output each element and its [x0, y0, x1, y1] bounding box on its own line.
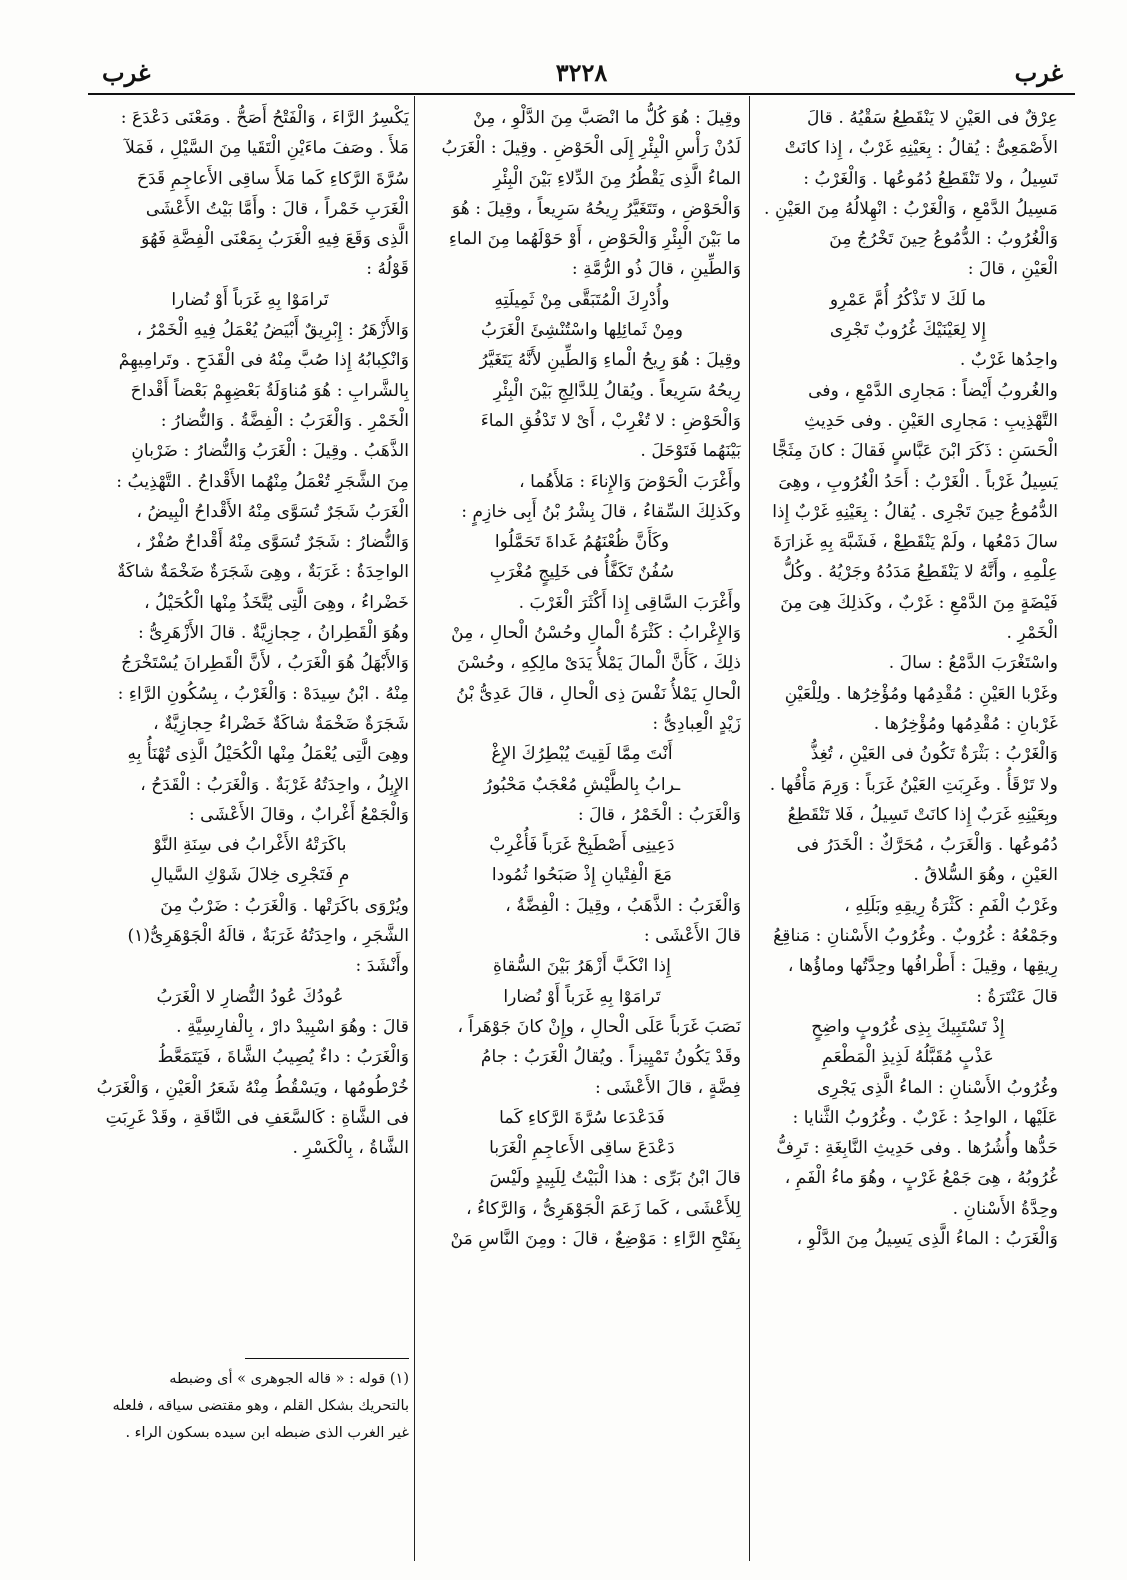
text-line: وَالْغَرَبُ : داءٌ يُصِيبُ الشَّاةَ ، فَيَتَمَعَّطُ: [157, 1047, 409, 1068]
text-line: وغَرْبُ الْفَمِ : كَثْرَةُ رِيقِهِ وبَلَلِهِ ،: [844, 895, 1058, 916]
text-line: لَدُنْ رَأْسِ الْبِئْرِ إِلَى الْحَوْضِ . وقِيلَ : الْغَرَبُ: [441, 138, 741, 159]
text-line: فَيْضَةٍ مِنَ الدَّمْعِ : غَرْبٌ ، وكَذلِكَ هِىَ مِنَ: [780, 592, 1058, 613]
text-line: وَالْغُرُوبُ : الدُّمُوعُ حِينَ تَخْرُجُ مِنَ: [829, 229, 1058, 250]
text-line: وغَرْبا العَيْنِ : مُقْدِمُها ومُؤْخِرُها . ولِلْعَيْنِ: [784, 683, 1058, 704]
text-line: واسْتَغْرَبَ الدَّمْعُ : سالَ .: [888, 653, 1058, 674]
footnote-line: (١) قوله : « قاله الجوهرى » أى وضبطه: [169, 1371, 409, 1387]
text-line: عَلَيْها ، الواحِدُ : غَرْبٌ . وغُرُوبُ الثَّنايا :: [792, 1107, 1058, 1128]
text-line: العَيْنِ ، وهُوَ السُّلاقُ .: [913, 865, 1058, 886]
text-line: رِيحُهُ سَرِيعاً . ويُقالُ لِلدَّالِجِ بَيْنَ الْبِئْرِ: [493, 380, 741, 401]
text-line: وَالْغَرَبُ : الذَّهَبُ ، وقِيلَ : الْفِضَّةُ ،: [505, 895, 741, 916]
text-line: الْعَيْنِ ، قالَ :: [967, 259, 1058, 280]
text-line: وحِدَّةُ الأَسْنانِ .: [952, 1198, 1058, 1219]
text-line: سالَ دَمْعُها ، ولَمْ يَنْقَطِعْ ، فَشَبَّهَ بِهِ غَزارَةَ: [773, 532, 1058, 553]
text-line: مِنَ الشَّجَرِ تُعْمَلُ مِنْهُما الأَقْداحُ . التَّهْذِيبُ :: [116, 471, 409, 492]
page-number: ٣٢٢٨: [555, 58, 608, 87]
text-line: قالَ ابْنُ بَرِّى : هذا الْبَيْتُ لِلَبِيدٍ ولَيْسَ: [489, 1168, 741, 1189]
footnote-line: بالتحريك بشكل القلم ، وهو مقتضى سياقه ، فلعله: [112, 1398, 409, 1414]
verse-line: تَرامَوْا بِهِ غَرَباً أَوْ نُضارا: [171, 289, 329, 310]
text-line: الشَّجَرِ ، واحِدَتُهُ غَرَبَةٌ ، قالَهُ الْجَوْهَرِىُّ(١): [127, 926, 409, 947]
text-line: نَصَبَ غَرَباً عَلَى الْحالِ ، وإِنْ كانَ جَوْهَراً ،: [457, 1016, 741, 1037]
text-line: الذَّهَبُ . وقِيلَ : الْغَرَبُ وَالنُّضارُ : ضَرْبانِ: [131, 441, 409, 462]
verse-line: إِذا انْكَبَّ أَزْهَرُ بَيْنَ السُّقاةِ: [493, 956, 671, 977]
text-line: فِضَّةٍ ، قالَ الأَعْشَى :: [595, 1077, 741, 1098]
text-line: مَسِيلُ الدَّمْعِ ، وَالْغَرْبُ : انْهِلالُهُ مِنَ العَيْنِ .: [764, 198, 1058, 219]
verse-line: دَعِينِى أَصْطَبِحْ غَرَباً فَأُغْرِبْ: [489, 835, 675, 856]
text-column-middle: [423, 103, 741, 1254]
text-line: الأَصْمَعِىُّ : يُقالُ : بِعَيْنِهِ غَرْبٌ ، إِذا كانَتْ: [784, 138, 1058, 159]
text-line: الشَّاةُ ، بِالْكَسْرِ .: [292, 1138, 409, 1159]
verse-line: ومِنْ ثَمائِلِها واسْتُنْشِئَ الْغَرَبُ: [480, 320, 684, 341]
text-line: الْغَرَبِ خَمْراً ، قالَ : وأَمَّا بَيْتُ الأَعْشَى: [145, 198, 409, 219]
text-line: وَالأَبْهَلُ هُوَ الْغَرَبُ ، لأَنَّ الْقَطِرانَ يُسْتَخْرَجُ: [121, 653, 409, 674]
text-line: وأَنْشَدَ :: [355, 956, 409, 977]
text-line: الْخَمْرِ . وَالْغَرَبُ : الْفِضَّةُ . وَالنُّضارُ :: [160, 410, 409, 431]
text-line: وَالْحَوْضِ : لا تُغْرِبْ ، أَىْ لا تَدْفُقِ الماءَ: [480, 410, 741, 431]
text-line: التَّهْذِيبِ : مَجارِى العَيْنِ . وفى حَدِيثِ: [804, 410, 1058, 431]
text-line: الْحالِ يَمْلأُ نَفْسَ ذِى الْحالِ ، قالَ عَدِىُّ بْنُ: [456, 683, 741, 704]
verse-line: دَعْدَعَ ساقِى الأَعاجِمِ الْغَرَبا: [489, 1138, 675, 1159]
footnote-rule: [245, 1358, 409, 1359]
verse-line: وكَأَنَّ ظُعْنَهُمُ غَداةَ تَحَمَّلُوا: [494, 532, 670, 553]
footnote-line: غير الغرب الذى ضبطه ابن سيده بسكون الراء .: [125, 1425, 409, 1441]
verse-line: ما لَكَ لا تَذْكُرُ أُمَّ عَمْرِو: [829, 289, 987, 310]
text-line: وجَمْعُهُ : غُرُوبٌ . وغُرُوبُ الأَسْنانِ : مَناقِعُ: [773, 926, 1058, 947]
text-line: واحِدُها غَرْبٌ .: [959, 350, 1058, 371]
text-line: وَالنُّضارُ : شَجَرٌ تُسَوَّى مِنْهُ أَقْداحٌ صُفْرٌ ،: [135, 532, 409, 553]
verse-line: ـرابُ بِالطَّيْشِ مُعْجَبٌ مَحْبُورُ: [483, 774, 681, 795]
verse-line: سُفُنٌ تَكَفَّأُ فى خَلِيجٍ مُغْرَبِ: [489, 562, 675, 583]
verse-line: إِذْ تَسْتَبِيكَ بِذِى غُرُوبٍ واضِحٍ: [811, 1016, 1005, 1037]
text-line: عِلْمِهِ ، وأَنَّهُ لا يَنْقَطِعُ مَدَدُهُ وجَرْيُهُ . وكُلُّ: [782, 562, 1058, 583]
text-line: وَالْغَرَبُ : الماءُ الَّذِى يَسِيلُ مِنَ الدَّلْوِ ،: [796, 1228, 1058, 1249]
text-line: وأَغْرَبَ الْحَوْضَ وَالإِناءَ : مَلأَهُما ،: [519, 471, 741, 492]
text-line: وَالْحَوْضِ ، وتَتَغَيَّرُ رِيحُهُ سَرِيعاً ، وقِيلَ : هُوَ: [451, 198, 741, 219]
text-line: وقِيلَ : هُوَ كُلُّ ما انْصَبَّ مِنَ الدَّلْوِ ، مِنْ: [473, 108, 741, 128]
text-line: وهُوَ الْقَطِرانُ ، حِجازِيَّةٌ . قالَ الأَزْهَرِىُّ :: [137, 623, 409, 644]
verse-line: مِ فَتَجْرِى خِلالَ شَوْكِ السَّيالِ: [150, 865, 350, 886]
text-line: الْخَمْرِ .: [1006, 623, 1058, 644]
text-line: قالَ : وهُوَ اسْبِيدْ دارْ ، بِالْفارِسِيَّةِ .: [176, 1016, 409, 1037]
text-line: وَالأَزْهَرُ : إِبْرِيقٌ أَبْيَضُ يُعْمَلُ فِيهِ الْخَمْرُ ،: [136, 320, 409, 341]
text-line: وَالإِغْرابُ : كَثْرَةُ الْمالِ وحُسْنُ الْحالِ ، مِنْ: [451, 623, 741, 644]
text-line: ولا تَرْقَأُ . وغَرِبَتِ العَيْنُ غَرَباً : وَرِمَ مَأْقُها .: [769, 774, 1058, 795]
text-line: حَدُّها وأُشُرُها . وفى حَدِيثِ النَّابِغَةِ : تَرِفُّ: [776, 1138, 1058, 1159]
text-line: وَالطِّينِ ، قالَ ذُو الرُّمَّةِ :: [571, 259, 741, 280]
verse-line: تَرامَوْا بِهِ غَرَباً أَوْ نُضارا: [503, 986, 661, 1007]
text-line: الَّذِى وَقَعَ فِيهِ الْغَرَبُ بِمَعْنَى الْفِضَّةِ فَهُوَ: [141, 229, 409, 250]
text-line: مِنْهُ . ابْنُ سِيدَهْ : وَالْغَرْبُ ، بِسُكُونِ الرَّاءِ :: [117, 683, 409, 704]
text-line: ويُرْوَى باكَرَتْها . وَالْغَرَبُ : ضَرْبٌ مِنَ: [160, 895, 409, 916]
text-line: قَوْلُهُ :: [366, 259, 409, 280]
text-line: سُرَّةَ الرَّكاءِ كَما مَلأَ ساقِى الأَعاجِمِ قَدَحَ: [136, 168, 409, 189]
text-line: وَانْكِبابُهُ إِذا صُبَّ مِنْهُ فى الْقَدَحِ . وتَرامِيهِمْ: [118, 350, 409, 371]
text-line: فى الشَّاةِ : كَالسَّعَفِ فى النَّاقَةِ ، وقَدْ غَرِبَتِ: [105, 1107, 409, 1128]
text-line: وبِعَيْنِهِ غَرَبٌ إِذا كانَتْ تَسِيلُ ، فَلا تَنْقَطِعُ: [787, 804, 1058, 825]
text-line: دُمُوعُها . وَالْغَرَبُ ، مُحَرَّكٌ : الْخَدَرُ فى: [796, 835, 1058, 856]
text-line: شَجَرَةٌ ضَخْمَةٌ شاكَةٌ خَضْراءُ حِجازِيَّةٌ ،: [153, 713, 409, 734]
text-line: رِيقِها ، وقِيلَ : أَطْرافُها وحِدَّتُها وماؤُها ،: [787, 956, 1058, 977]
text-line: يَكْسِرُ الرَّاءَ ، وَالْفَتْحُ أَصَحُّ . ومَعْنَى دَعْدَعَ :: [120, 108, 409, 128]
text-line: وقَدْ يَكُونُ تَمْيِيزاً . ويُقالُ الْغَرَبُ : جامُ: [480, 1047, 741, 1068]
text-line: مَلأَ . وصَفَ ماءَيْنِ الْتَقَيا مِنَ السَّيْلِ ، فَمَلآ: [125, 138, 409, 159]
page-header: [88, 58, 1075, 92]
text-line: غُرُوبُهُ ، هِىَ جَمْعُ غَرْبٍ ، وهُوَ ماءُ الْفَمِ ،: [784, 1168, 1058, 1189]
text-line: والغُروبُ أَيْضاً : مَجارِى الدَّمْعِ ، وفى: [808, 380, 1058, 401]
text-line: غَرْبانِ : مُقْدِمُها ومُؤْخِرُها .: [873, 713, 1058, 734]
text-line: الواحِدَةُ : غَرَبَةٌ ، وهِىَ شَجَرَةٌ ضَخْمَةٌ شاكَةٌ: [117, 562, 409, 583]
text-line: بَيْنَهُما فَتَوْحَلَ .: [640, 441, 741, 462]
text-line: ما بَيْنَ الْبِئْرِ وَالْحَوْضِ ، أَوْ حَوْلَهُما مِنَ الماءِ: [448, 229, 741, 250]
running-headword-left: غرب: [102, 58, 151, 87]
text-line: خَضْراءُ ، وهِىَ الَّتِى يُتَّخَذُ مِنْها الْكُحَيْلُ ،: [144, 592, 409, 613]
text-line: قالَ الأَعْشَى :: [643, 926, 741, 947]
header-rule: [88, 93, 1075, 95]
text-line: وغُرُوبُ الأَسْنانِ : الماءُ الَّذِى يَجْرِى: [817, 1077, 1058, 1098]
text-column-left: [91, 103, 409, 1163]
text-line: يَسِيلُ غَرْباً . الْغَرْبُ : أَحَدُ الْغُرُوبِ ، وهِىَ: [778, 471, 1058, 492]
text-line: الإِبِلُ ، واحِدَتُهُ غَرْبَةٌ . وَالْغَرَبُ : الْقَدَحُ ،: [140, 774, 409, 795]
text-line: زَيْدٍ الْعِبادِىُّ :: [652, 713, 741, 734]
verse-line: مَعَ الْفِتْيانِ إِذْ صَبَحُوا ثُمُودا: [491, 865, 673, 886]
text-line: تَسِيلُ ، ولا تَنْقَطِعُ دُمُوعُها . وَالْغَرْبُ :: [803, 168, 1058, 189]
text-line: الدُّمُوعُ حِينَ تَجْرِى . يُقالُ : بِعَيْنِهِ غَرْبٌ إِذا: [772, 501, 1058, 522]
verse-line: عَذْبٍ مُقَبَّلُهُ لَذِيذِ الْمَطْعَمِ: [822, 1047, 994, 1068]
verse-line: فَدَعْدَعا سُرَّةَ الرَّكاءِ كَما: [499, 1107, 665, 1128]
verse-line: عُودُكَ عُودُ النُّضارِ لا الْغَرَبُ: [156, 986, 344, 1007]
text-line: وهِىَ الَّتِى يُعْمَلُ مِنْها الْكُحَيْلُ الَّذِى تُهْنَأُ بِهِ: [127, 744, 409, 765]
text-line: قالَ عَنْتَرَةُ :: [976, 986, 1058, 1007]
text-line: وقِيلَ : هُوَ رِيحُ الْماءِ وَالطِّينِ لأَنَّهُ يَتَغَيَّرُ: [479, 350, 741, 371]
text-line: الماءُ الَّذِى يَقْطُرُ مِنَ الدِّلاءِ بَيْنَ الْبِئْرِ: [493, 168, 741, 189]
text-line: الْغَرَبُ شَجَرٌ تُسَوَّى مِنْهُ الأَقْداحُ الْبِيضُ ،: [136, 501, 409, 522]
footnote: [91, 1366, 409, 1447]
text-line: وأَغْرَبَ السَّاقِى إِذا أَكْثَرَ الْغَرْبَ .: [518, 592, 741, 613]
running-headword-right: غرب: [1014, 58, 1063, 87]
verse-line: أَنْتَ مِمَّا لَقِيتَ يُبْطِرُكَ الإِغْ: [491, 744, 673, 765]
text-line: ذلِكَ ، كَأَنَّ الْمالَ يَمْلأُ يَدَىْ مالِكِهِ ، وحُسْنَ: [457, 653, 741, 674]
verse-line: وأُدْرِكَ الْمُتَبَقَّى مِنْ ثَمِيلَتِهِ: [494, 289, 670, 310]
text-line: وكَذلِكَ السِّقاءُ ، قالَ بِشْرُ بْنُ أَبِى خازِمٍ :: [461, 501, 741, 522]
text-line: خُرْطُومُها ، ويَسْقُطُ مِنْهُ شَعَرُ الْعَيْنِ ، وَالْغَرَبُ: [96, 1077, 409, 1098]
verse-line: إِلا لِعَيْنَيْكَ غُرُوبٌ تَجْرِى: [829, 320, 987, 341]
text-line: وَالْجَمْعُ أَغْرابٌ ، وقالَ الأَعْشَى :: [188, 804, 409, 825]
text-line: بِالشَّرابِ : هُوَ مُناوَلَةُ بَعْضِهِمْ بَعْضاً أَقْداحَ: [130, 380, 409, 401]
text-line: الْحَسَنِ : ذَكَرَ ابْنَ عَبَّاسٍ فَقالَ : كانَ مِثَجًّا: [772, 441, 1058, 462]
text-line: لِلأَعْشَى ، كَما زَعَمَ الْجَوْهَرِىُّ ، وَالرَّكاءُ ،: [466, 1198, 741, 1219]
column-divider-right: [749, 96, 750, 1561]
column-divider-left: [414, 96, 415, 1561]
text-line: بِفَتْحِ الرَّاءِ : مَوْضِعٌ ، قالَ : ومِنَ النَّاسِ مَنْ: [450, 1228, 741, 1249]
verse-line: باكَرَتْهُ الأَغْرابُ فى سِنَةِ النَّوْ: [153, 835, 347, 856]
text-line: عِرْقٌ فى العَيْنِ لا يَنْقَطِعُ سَقْيُهُ . قالَ: [806, 108, 1058, 128]
text-column-right: [758, 103, 1058, 1254]
text-line: وَالْغَرْبُ : بَثْرَةٌ تَكُونُ فى العَيْنِ ، تُغِذُّ: [810, 744, 1058, 765]
text-line: وَالْغَرَبُ : الْخَمْرُ ، قالَ :: [577, 804, 741, 825]
